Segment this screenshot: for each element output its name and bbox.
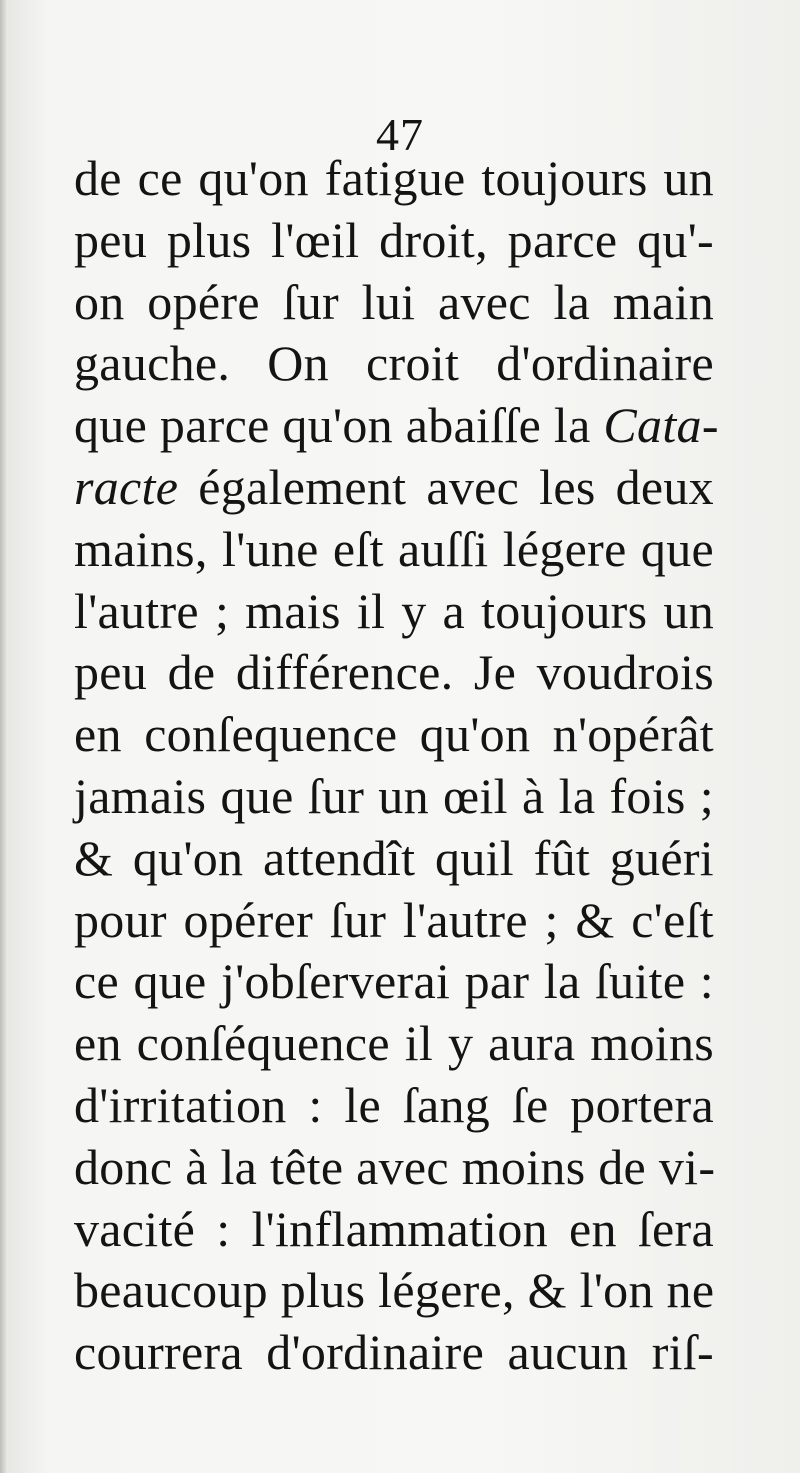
text-line-18: vacité : l'inflammation en ſera <box>74 1200 714 1257</box>
text-line-20: courrera d'ordinaire aucun riſ- <box>74 1324 714 1381</box>
text-line-17: donc à la tête avec moins de vi- <box>74 1138 716 1195</box>
text-line-13: pour opérer ſur l'autre ; & c'eſt <box>74 891 714 948</box>
text-line-2: peu plus l'œil droit, parce qu'- <box>74 211 714 268</box>
text-line-6-roman: également avec les deux <box>178 458 714 515</box>
page-number: 47 <box>376 109 424 160</box>
text-line-10: en conſequence qu'on n'opérât <box>74 706 714 763</box>
text-line-7: mains, l'une eſt auſſi légere que <box>74 520 714 577</box>
text-line-4: gauche. On croit d'ordinaire <box>74 335 714 392</box>
text-line-15: en conſéquence il y aura moins <box>74 1015 714 1072</box>
page-edge-shadow <box>0 0 8 1473</box>
text-line-19: beaucoup plus légere, & l'on ne <box>74 1262 715 1319</box>
text-line-8: l'autre ; mais il y a toujours un <box>74 582 714 639</box>
text-line-16: d'irritation : le ſang ſe portera <box>74 1076 714 1133</box>
text-line-11: jamais que ſur un œil à la fois ; <box>74 767 714 824</box>
text-line-14: ce que j'obſerverai par la ſuite : <box>74 953 714 1010</box>
text-line-5 <box>74 395 719 457</box>
text-line-1: de ce qu'on fatigue toujours un <box>74 150 714 206</box>
text-line-5-roman: que parce qu'on abaiſſe la <box>74 397 604 454</box>
text-line-6-italic: racte <box>74 458 179 515</box>
text-line-9: peu de différence. Je voudrois <box>74 644 714 701</box>
body-text <box>74 148 719 1384</box>
text-line-5-italic: Cata- <box>603 397 719 454</box>
text-line-12: & qu'on attendît quil fût guéri <box>74 829 714 886</box>
text-line-6 <box>74 457 714 519</box>
text-line-3: on opére ſur lui avec la main <box>74 273 714 330</box>
